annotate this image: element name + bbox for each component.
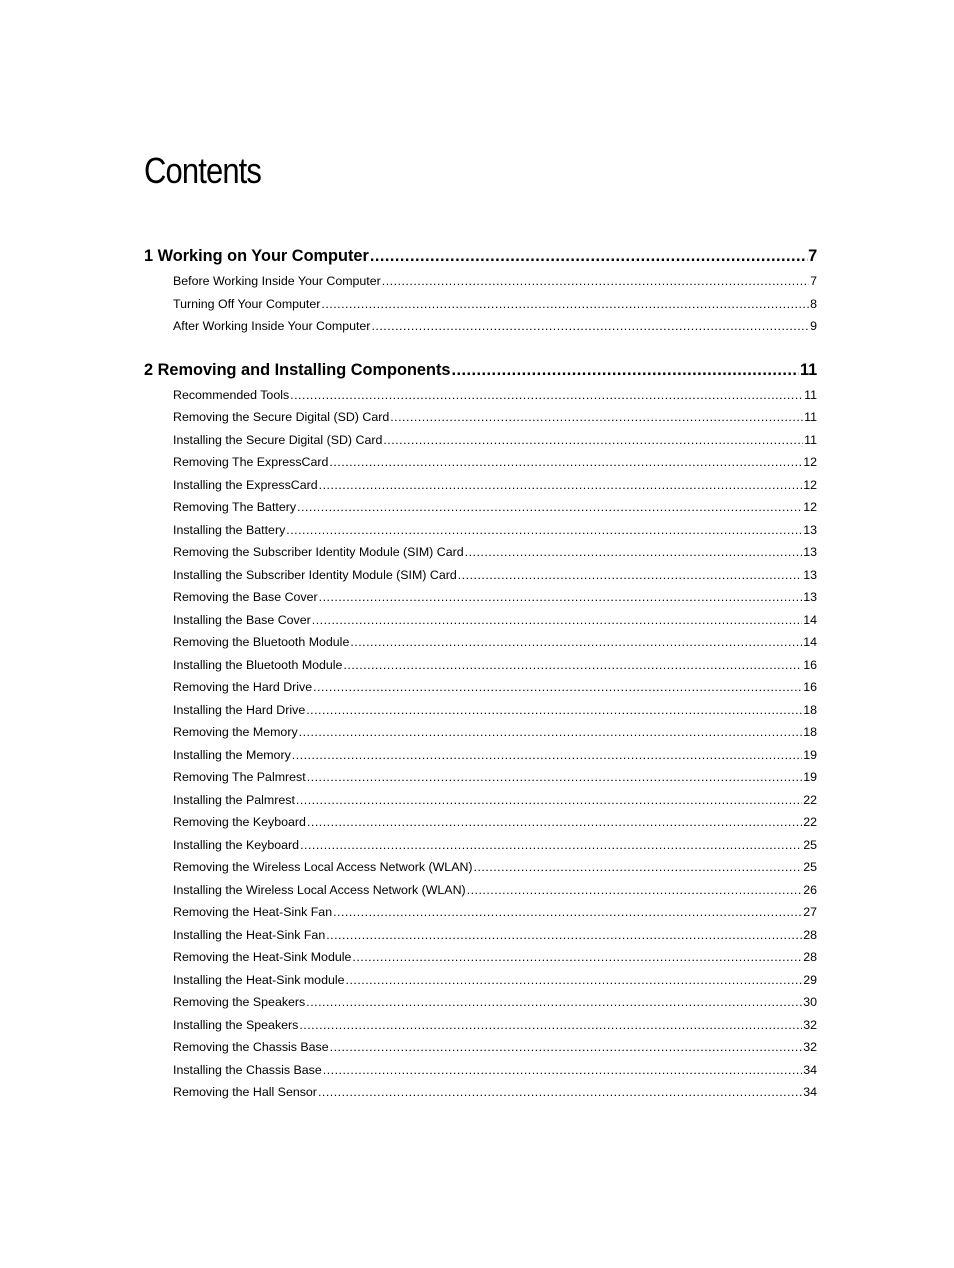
toc-entry[interactable] xyxy=(173,766,817,789)
entry-title: Installing the Hard Drive xyxy=(173,702,306,717)
entry-title: Installing the Heat-Sink module xyxy=(173,972,345,987)
toc-entry[interactable] xyxy=(173,946,817,969)
entry-title: Installing the ExpressCard xyxy=(173,477,318,492)
entry-title: Removing the Hard Drive xyxy=(173,680,313,694)
entry-page-number: 19 xyxy=(803,747,817,762)
dot-leader xyxy=(286,519,802,542)
dot-leader xyxy=(312,609,802,632)
entry-page-number: 13 xyxy=(803,522,817,537)
dot-leader xyxy=(333,901,802,924)
toc-entry[interactable] xyxy=(173,924,817,947)
entry-title: Recommended Tools xyxy=(173,387,290,402)
entry-page-number: 13 xyxy=(803,545,817,559)
entry-title: Removing the Speakers xyxy=(173,995,306,1009)
entry-title: Installing the Bluetooth Module xyxy=(173,657,343,672)
dot-leader xyxy=(346,969,803,992)
entry-page-number: 9 xyxy=(810,319,817,333)
toc-entry[interactable] xyxy=(173,856,817,879)
entry-title: Removing the Heat-Sink Module xyxy=(173,950,352,964)
entry-page-number: 11 xyxy=(804,410,817,424)
entry-title: After Working Inside Your Computer xyxy=(173,319,371,333)
toc-chapter-1[interactable] xyxy=(144,243,817,268)
toc-chapter-2[interactable] xyxy=(144,357,817,382)
entry-page-number: 34 xyxy=(803,1085,817,1099)
toc-entry[interactable] xyxy=(173,474,817,497)
page-title: Contents xyxy=(144,150,262,191)
entry-title: Removing the Chassis Base xyxy=(173,1040,329,1054)
entry-page-number: 16 xyxy=(803,657,817,672)
entry-page-number: 32 xyxy=(803,1017,817,1032)
dot-leader xyxy=(296,789,802,812)
toc-entry[interactable] xyxy=(173,969,817,992)
entry-title: Installing the Memory xyxy=(173,747,291,762)
dot-leader xyxy=(313,676,802,699)
entry-title: Removing the Bluetooth Module xyxy=(173,635,350,649)
entry-page-number: 30 xyxy=(803,995,817,1009)
entry-title: Removing the Wireless Local Access Network (WLAN) xyxy=(173,860,473,874)
entry-page-number: 14 xyxy=(803,612,817,627)
entry-title: Installing the Battery xyxy=(173,522,286,537)
entry-page-number: 14 xyxy=(803,635,817,649)
toc-entry[interactable] xyxy=(173,744,817,767)
dot-leader xyxy=(371,315,809,338)
toc-entry[interactable] xyxy=(173,654,817,677)
toc-entry[interactable] xyxy=(173,631,817,654)
entry-title: Removing the Secure Digital (SD) Card xyxy=(173,410,390,424)
toc-entry[interactable] xyxy=(173,1081,817,1104)
toc-entry[interactable] xyxy=(173,315,817,338)
dot-leader xyxy=(299,1014,802,1037)
dot-leader xyxy=(383,429,803,452)
toc-entry[interactable] xyxy=(173,699,817,722)
dot-leader xyxy=(458,564,802,587)
entry-page-number: 25 xyxy=(803,837,817,852)
entry-page-number: 7 xyxy=(810,274,817,288)
entry-page-number: 16 xyxy=(803,680,817,694)
dot-leader xyxy=(465,541,803,564)
entry-page-number: 19 xyxy=(803,770,817,784)
entry-page-number: 26 xyxy=(803,882,817,897)
entry-page-number: 22 xyxy=(803,815,817,829)
toc-entry[interactable] xyxy=(173,721,817,744)
toc-entry[interactable] xyxy=(173,429,817,452)
dot-leader xyxy=(326,924,802,947)
chapter-page-number: 7 xyxy=(808,246,818,265)
dot-leader xyxy=(300,834,802,857)
toc-entry[interactable] xyxy=(173,1036,817,1059)
dot-leader xyxy=(318,1081,802,1104)
toc-entry[interactable] xyxy=(173,564,817,587)
entry-page-number: 34 xyxy=(803,1062,817,1077)
chapter-page-number: 11 xyxy=(799,359,818,379)
toc-entry[interactable] xyxy=(173,519,817,542)
toc-entry[interactable] xyxy=(173,384,817,407)
entry-title: Removing the Heat-Sink Fan xyxy=(173,905,333,919)
entry-title: Installing the Speakers xyxy=(173,1017,299,1032)
entry-page-number: 12 xyxy=(803,455,817,469)
entry-page-number: 8 xyxy=(810,296,817,311)
entry-page-number: 25 xyxy=(803,860,817,874)
entry-title: Removing the Base Cover xyxy=(173,590,318,604)
entry-title: Removing the Subscriber Identity Module (SIM) Card xyxy=(173,545,464,559)
entry-page-number: 11 xyxy=(804,432,817,447)
toc-entry[interactable] xyxy=(173,901,817,924)
dot-leader xyxy=(390,406,803,429)
dot-leader xyxy=(292,744,802,767)
entry-title: Removing the Hall Sensor xyxy=(173,1085,317,1099)
entry-page-number: 28 xyxy=(803,950,817,964)
dot-leader xyxy=(343,654,802,677)
dot-leader xyxy=(306,699,802,722)
toc-entry[interactable] xyxy=(173,1059,817,1082)
chapter-2-entries xyxy=(144,384,817,1104)
toc-entry[interactable] xyxy=(173,609,817,632)
entry-page-number: 13 xyxy=(803,567,817,582)
dot-leader xyxy=(297,496,802,519)
entry-page-number: 32 xyxy=(803,1040,817,1054)
entry-title: Before Working Inside Your Computer xyxy=(173,274,381,288)
toc-entry[interactable] xyxy=(173,406,817,429)
toc-entry[interactable] xyxy=(173,451,817,474)
table-of-contents xyxy=(144,243,817,1104)
entry-page-number: 22 xyxy=(803,792,817,807)
entry-title: Installing the Wireless Local Access Network (WLAN) xyxy=(173,882,466,897)
entry-title: Installing the Palmrest xyxy=(173,792,295,807)
dot-leader xyxy=(474,856,803,879)
dot-leader xyxy=(370,243,807,268)
entry-title: Installing the Subscriber Identity Module (SIM) Card xyxy=(173,567,457,582)
entry-title: Installing the Heat-Sink Fan xyxy=(173,927,326,942)
toc-entry[interactable] xyxy=(173,541,817,564)
entry-page-number: 13 xyxy=(803,590,817,604)
entry-page-number: 11 xyxy=(804,387,817,402)
toc-entry[interactable] xyxy=(173,879,817,902)
toc-entry[interactable] xyxy=(173,586,817,609)
entry-title: Removing the Memory xyxy=(173,725,298,739)
chapter-title: 2 Removing and Installing Components xyxy=(144,359,451,379)
entry-title: Turning Off Your Computer xyxy=(173,296,321,311)
dot-leader xyxy=(382,270,809,293)
entry-title: Installing the Base Cover xyxy=(173,612,311,627)
toc-entry[interactable] xyxy=(173,293,817,316)
dot-leader xyxy=(330,1036,803,1059)
dot-leader xyxy=(352,946,802,969)
dot-leader xyxy=(350,631,802,654)
toc-entry[interactable] xyxy=(173,834,817,857)
entry-title: Installing the Secure Digital (SD) Card xyxy=(173,432,383,447)
dot-leader xyxy=(451,357,799,382)
entry-page-number: 28 xyxy=(803,927,817,942)
toc-entry[interactable] xyxy=(173,991,817,1014)
dot-leader xyxy=(299,721,803,744)
toc-entry[interactable] xyxy=(173,676,817,699)
toc-entry[interactable] xyxy=(173,1014,817,1037)
entry-title: Removing The Battery xyxy=(173,500,297,514)
toc-entry[interactable] xyxy=(173,811,817,834)
toc-entry[interactable] xyxy=(173,270,817,293)
dot-leader xyxy=(290,384,803,407)
dot-leader xyxy=(321,293,809,316)
dot-leader xyxy=(329,451,802,474)
entry-title: Installing the Keyboard xyxy=(173,837,300,852)
entry-page-number: 18 xyxy=(803,725,817,739)
dot-leader xyxy=(319,474,803,497)
entry-page-number: 12 xyxy=(803,500,817,514)
dot-leader xyxy=(323,1059,802,1082)
toc-entry[interactable] xyxy=(173,789,817,812)
chapter-title: 1 Working on Your Computer xyxy=(144,246,369,265)
dot-leader xyxy=(467,879,803,902)
dot-leader xyxy=(306,991,802,1014)
entry-page-number: 18 xyxy=(803,702,817,717)
toc-entry[interactable] xyxy=(173,496,817,519)
entry-page-number: 27 xyxy=(803,905,817,919)
entry-page-number: 29 xyxy=(803,972,817,987)
dot-leader xyxy=(319,586,803,609)
entry-title: Removing The Palmrest xyxy=(173,770,306,784)
dot-leader xyxy=(307,766,803,789)
entry-page-number: 12 xyxy=(803,477,817,492)
entry-title: Removing The ExpressCard xyxy=(173,455,329,469)
dot-leader xyxy=(307,811,802,834)
entry-title: Removing the Keyboard xyxy=(173,815,306,829)
entry-title: Installing the Chassis Base xyxy=(173,1062,322,1077)
